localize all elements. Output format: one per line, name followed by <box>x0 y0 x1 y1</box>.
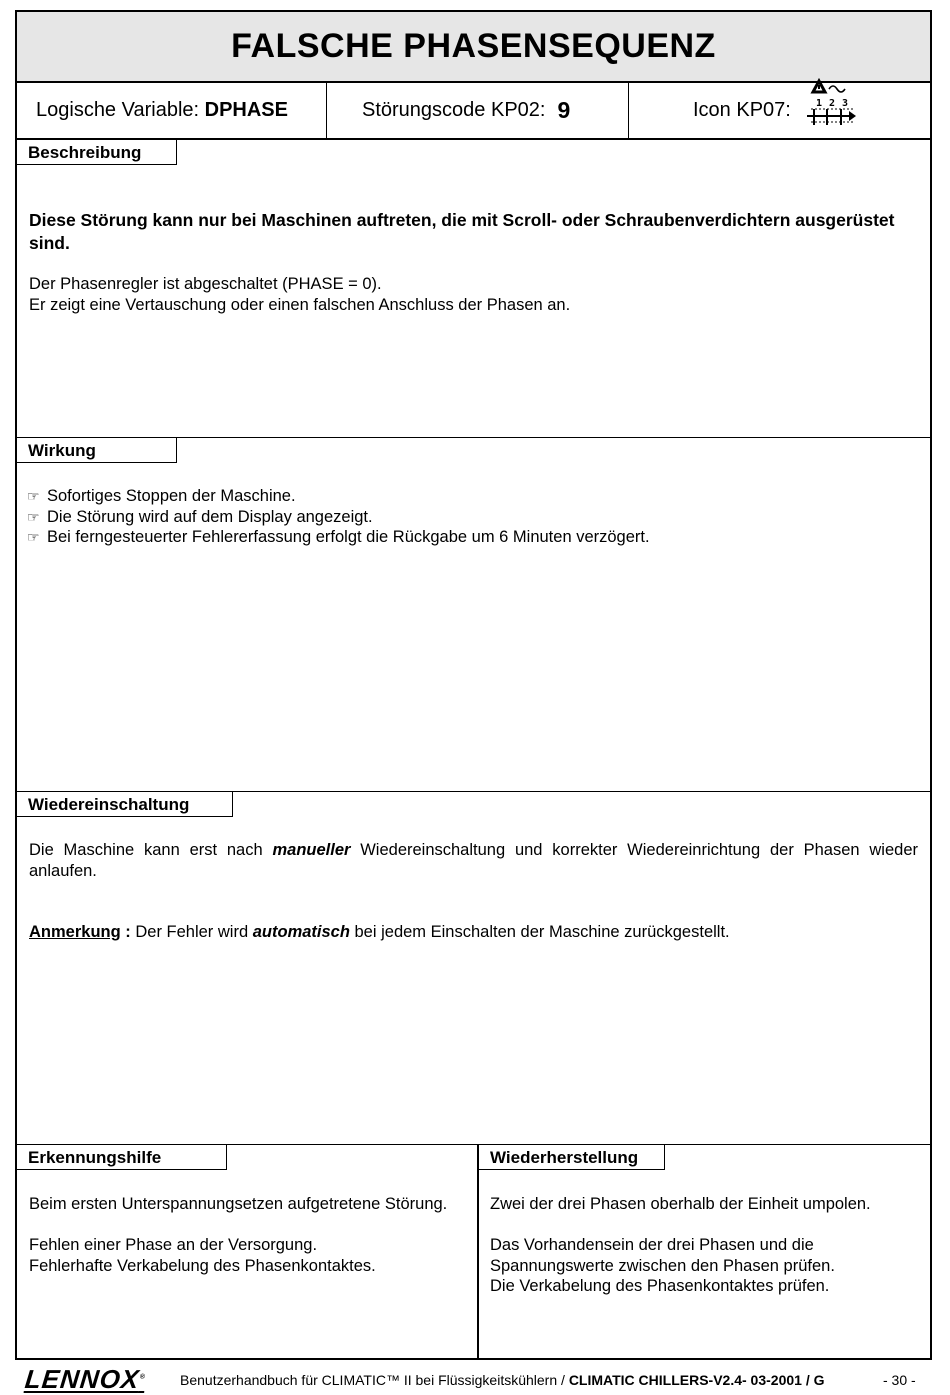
page-number: - 30 - <box>883 1372 916 1388</box>
phase-digit-2: 2 <box>828 97 835 109</box>
description-lead: Diese Störung kann nur bei Maschinen auftreten, die mit Scroll- oder Schraubenverdichtern ausgerüstet sind. <box>29 210 895 253</box>
restart-note: Anmerkung : Der Fehler wird automatisch bei jedem Einschalten der Maschine zurückgestellt. <box>29 923 730 941</box>
list-item: ☞ Sofortiges Stoppen der Maschine. <box>27 487 296 505</box>
pointing-hand-icon: ☞ <box>27 508 40 525</box>
recovery-line-3: Die Verkabelung des Phasenkontaktes prüfen. <box>490 1277 830 1295</box>
emphasis-automatic: automatisch <box>252 923 350 941</box>
emphasis-manual: manueller <box>272 841 351 859</box>
list-item: ☞ Bei ferngesteuerter Fehlererfassung erfolgt die Rückgabe um 6 Minuten verzögert. <box>27 528 650 546</box>
icon-kp07-label: Icon KP07: <box>693 99 791 121</box>
fault-code-value: 9 <box>557 97 571 123</box>
description-line-1: Der Phasenregler ist abgeschaltet (PHASE = 0). <box>29 275 382 293</box>
tab-wiedereinschaltung: Wiedereinschaltung <box>17 792 233 817</box>
info-row <box>17 83 930 140</box>
logical-variable-label: Logische Variable: <box>36 99 205 121</box>
tab-wirkung: Wirkung <box>17 438 177 463</box>
phase-sequence-icon <box>805 78 857 138</box>
recovery-line-2: Das Vorhandensein der drei Phasen und die Spannungswerte zwischen den Phasen prüfen. <box>490 1236 835 1275</box>
recovery-line-1: Zwei der drei Phasen oberhalb der Einheit umpolen. <box>490 1195 871 1213</box>
fault-code-label: Störungscode KP02: <box>362 99 546 121</box>
pointing-hand-icon: ☞ <box>27 529 40 545</box>
diagnosis-text <box>29 1194 449 1276</box>
logical-variable-cell <box>17 83 327 138</box>
description-text <box>29 274 919 315</box>
description-line-2: Er zeigt eine Vertauschung oder einen falschen Anschluss der Phasen an. <box>29 295 571 314</box>
recovery-text <box>490 1194 920 1297</box>
tab-wiederherstellung: Wiederherstellung <box>479 1145 665 1170</box>
diagnosis-line-3: Fehlerhafte Verkabelung des Phasenkontaktes. <box>29 1256 376 1275</box>
restart-text: Die Maschine kann erst nach manueller Wiedereinschaltung und korrekter Wiedereinrichtung der Phasen wieder anlaufen. <box>29 841 923 880</box>
lennox-logo: LENNOX® <box>23 1364 147 1394</box>
fault-code-cell <box>327 83 629 138</box>
document-frame <box>15 10 932 1360</box>
note-label: Anmerkung <box>29 923 121 941</box>
title-bar <box>17 12 930 83</box>
diagnosis-line-1: Beim ersten Unterspannungsetzen aufgetretene Störung. <box>29 1195 448 1213</box>
phase-digit-1: 1 <box>815 97 822 109</box>
diagnosis-line-2: Fehlen einer Phase an der Versorgung. <box>29 1236 318 1254</box>
tab-erkennungshilfe: Erkennungshilfe <box>17 1145 227 1170</box>
column-divider <box>477 1145 479 1360</box>
page-title: FALSCHE PHASENSEQUENZ <box>231 27 716 65</box>
effect-list <box>27 486 917 548</box>
tab-beschreibung: Beschreibung <box>17 140 177 165</box>
footer <box>0 1360 950 1394</box>
phase-digit-3: 3 <box>841 97 848 109</box>
pointing-hand-icon: ☞ <box>27 488 40 504</box>
footer-text: Benutzerhandbuch für CLIMATIC™ II bei Flüssigkeitskühlern / CLIMATIC CHILLERS-V2.4- 03-2001 / G <box>180 1372 825 1388</box>
logical-variable-value: DPHASE <box>204 99 288 121</box>
list-item: ☞ Die Störung wird auf dem Display angezeigt. <box>27 507 373 526</box>
icon-kp07-cell <box>629 83 930 138</box>
